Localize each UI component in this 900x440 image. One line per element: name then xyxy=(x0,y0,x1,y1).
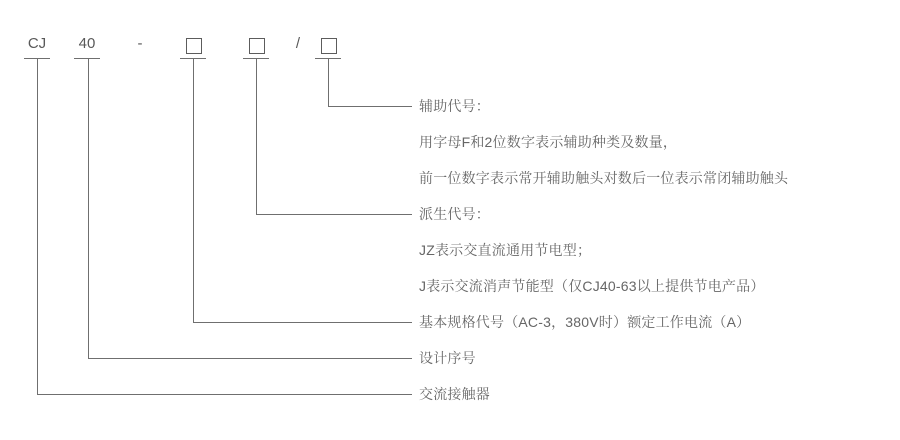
annotation-design-serial: 设计序号 xyxy=(419,350,476,366)
slash-separator: / xyxy=(295,35,301,52)
drop-line-auxiliary-code xyxy=(328,58,329,106)
leader-line-contactor xyxy=(37,394,412,395)
underline-design-serial xyxy=(74,58,100,59)
drop-line-contactor xyxy=(37,58,38,394)
dash-separator: - xyxy=(137,35,143,52)
annotation-aux-code-desc-1: 用字母F和2位数字表示辅助种类及数量， xyxy=(419,134,678,150)
drop-line-derived-code xyxy=(256,58,257,214)
spec-code-box xyxy=(186,38,202,54)
derived-code-box xyxy=(249,38,265,54)
annotation-derived-code-title: 派生代号： xyxy=(419,206,490,222)
leader-line-design-serial xyxy=(88,358,412,359)
annotation-spec-code: 基本规格代号（AC-3，380V时）额定工作电流（A） xyxy=(419,314,751,330)
drop-line-spec-code xyxy=(193,58,194,322)
annotation-derived-code-desc-1: JZ表示交直流通用节电型； xyxy=(419,242,592,258)
drop-line-design-serial xyxy=(88,58,89,358)
leader-line-spec-code xyxy=(193,322,412,323)
leader-line-derived-code xyxy=(256,214,412,215)
annotation-contactor: 交流接触器 xyxy=(419,386,490,402)
annotation-aux-code-title: 辅助代号： xyxy=(419,98,490,114)
model-prefix-label: CJ xyxy=(27,35,47,52)
auxiliary-code-box xyxy=(321,38,337,54)
annotation-aux-code-desc-2: 前一位数字表示常开辅助触头对数后一位表示常闭辅助触头 xyxy=(419,170,789,186)
annotation-derived-code-desc-2: J表示交流消声节能型（仅CJ40-63以上提供节电产品） xyxy=(419,278,765,294)
design-serial-label: 40 xyxy=(78,35,96,52)
leader-line-auxiliary-code xyxy=(328,106,412,107)
